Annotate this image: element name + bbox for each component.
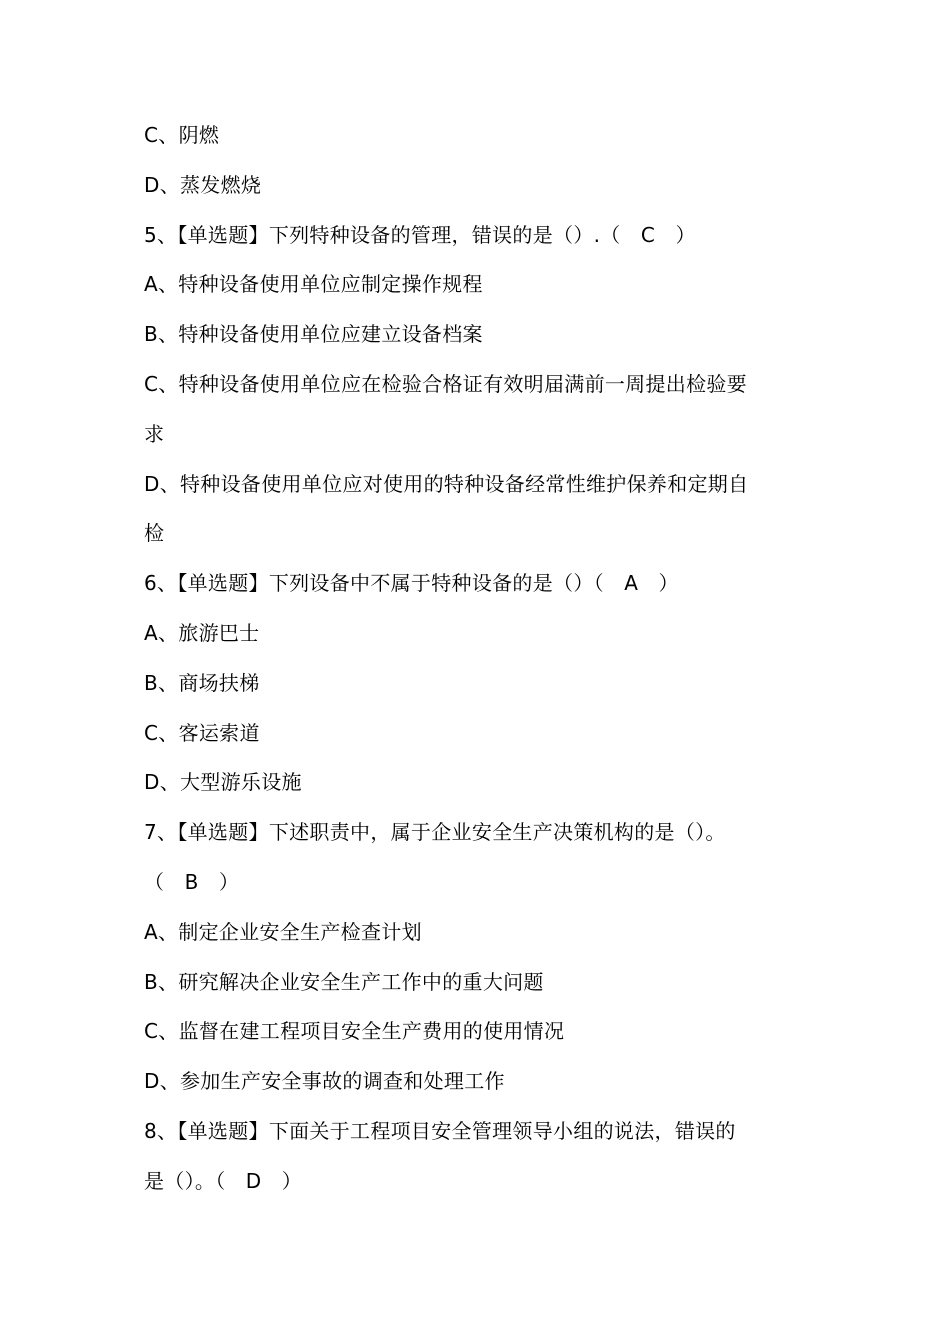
question-8-continued: 是（）。（ D ） bbox=[144, 1168, 303, 1193]
option-6b: B、商场扶梯 bbox=[144, 670, 260, 695]
option-5c: C、特种设备使用单位应在检验合格证有效明届满前一周提出检验要 bbox=[144, 371, 747, 396]
option-5c-continued: 求 bbox=[144, 421, 165, 446]
option-6c: C、客运索道 bbox=[144, 720, 260, 745]
option-5a: A、特种设备使用单位应制定操作规程 bbox=[144, 272, 483, 297]
question-7: 7、【单选题】下述职责中，属于企业安全生产决策机构的是（）。 bbox=[144, 820, 726, 845]
option-4d: D、蒸发燃烧 bbox=[144, 172, 262, 197]
option-7b: B、研究解决企业安全生产工作中的重大问题 bbox=[144, 969, 544, 994]
option-7d: D、参加生产安全事故的调查和处理工作 bbox=[144, 1069, 505, 1094]
question-7-answer: （ B ） bbox=[144, 869, 240, 894]
option-5b: B、特种设备使用单位应建立设备档案 bbox=[144, 322, 483, 347]
document-body bbox=[144, 111, 824, 1207]
option-5d-continued: 检 bbox=[144, 521, 165, 546]
option-7c: C、监督在建工程项目安全生产费用的使用情况 bbox=[144, 1019, 565, 1044]
option-7a: A、制定企业安全生产检查计划 bbox=[144, 919, 422, 944]
option-4c: C、阴燃 bbox=[144, 123, 220, 147]
question-5: 5、【单选题】下列特种设备的管理，错误的是（）.（ C ） bbox=[144, 222, 696, 247]
option-6a: A、旅游巴士 bbox=[144, 620, 260, 645]
question-6: 6、【单选题】下列设备中不属于特种设备的是（）（ A ） bbox=[144, 571, 679, 596]
option-5d: D、特种设备使用单位应对使用的特种设备经常性维护保养和定期自 bbox=[144, 471, 749, 496]
option-6d: D、大型游乐设施 bbox=[144, 770, 302, 795]
question-8: 8、【单选题】下面关于工程项目安全管理领导小组的说法，错误的 bbox=[144, 1118, 736, 1143]
